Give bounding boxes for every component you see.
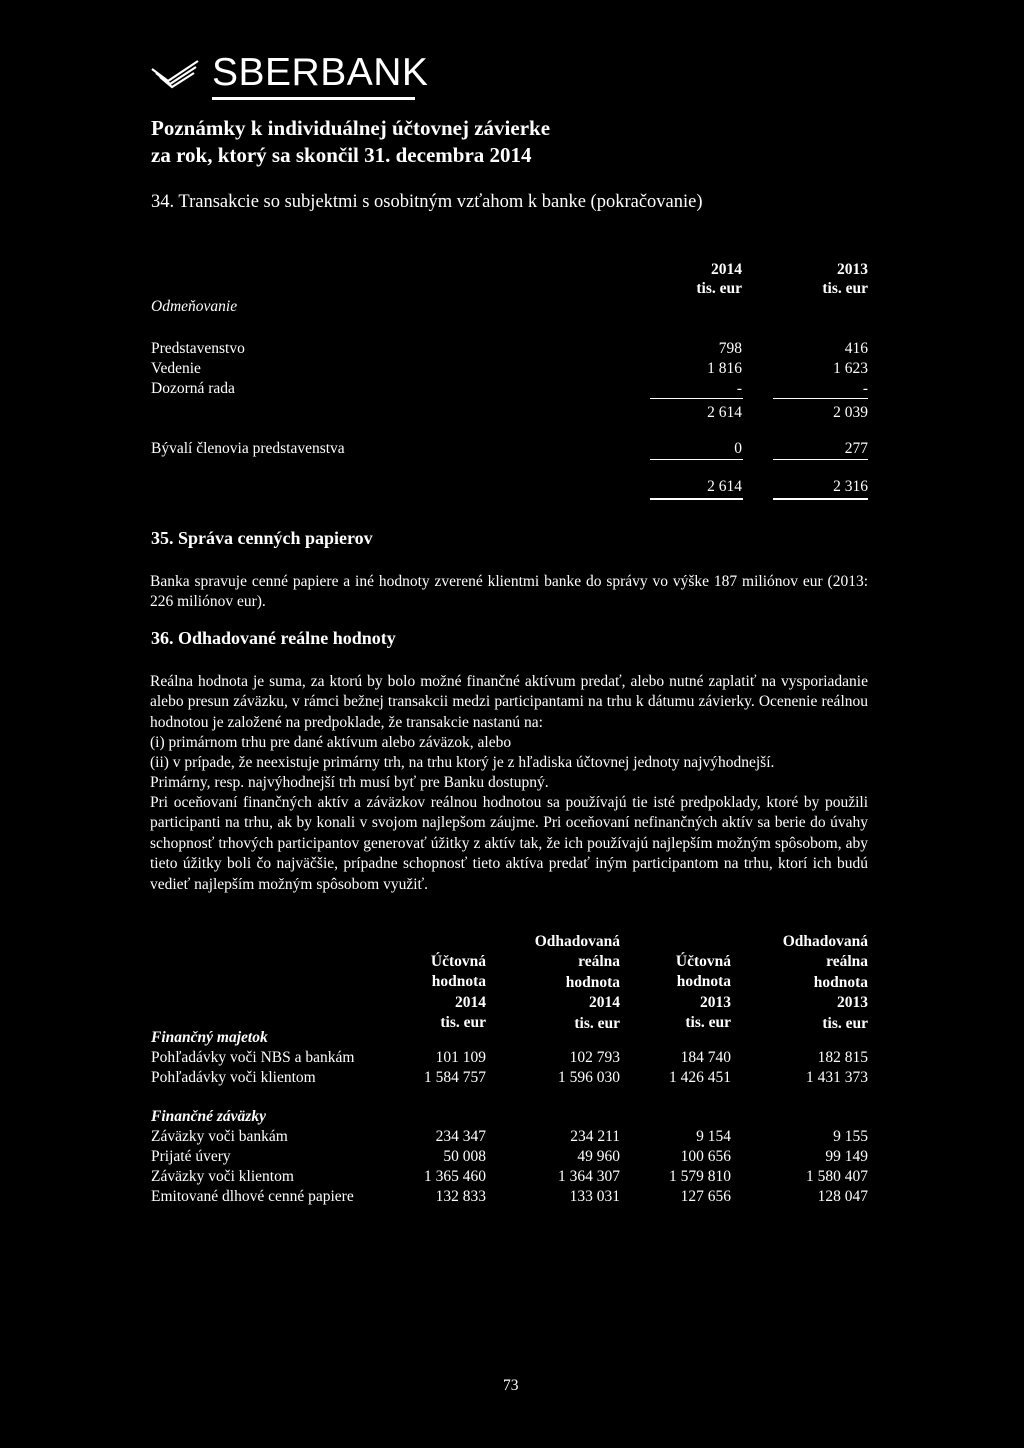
table-row-label: Záväzky voči klientom	[151, 1168, 294, 1185]
total-rule	[650, 459, 743, 460]
table-cell: 234 347	[435, 1128, 486, 1145]
fv-header-col3: Účtovná hodnota 2013 tis. eur	[675, 953, 731, 1032]
section-35-text: Banka spravuje cenné papiere a iné hodnoty zverené klientmi banke do správy vo výške 187 miliónov eur (2013: 226 miliónov eur).	[150, 573, 868, 611]
table-row-label: Pohľadávky voči NBS a bankám	[151, 1049, 355, 1066]
subtotal-2014: 2 614	[707, 404, 742, 421]
col-2014-unit: tis. eur	[696, 280, 742, 297]
section-36-item-i: (i) primárnom trhu pre dané aktívum alebo záväzok, alebo	[150, 734, 512, 751]
total-double-rule	[773, 498, 868, 500]
table-cell: 1 579 810	[669, 1168, 731, 1185]
table-cell: 1 365 460	[424, 1168, 486, 1185]
remuneration-label: Odmeňovanie	[151, 298, 238, 315]
table-cell: 182 815	[817, 1049, 868, 1066]
brand-name: SBERBANK	[212, 51, 429, 94]
section-35-title: 35. Správa cenných papierov	[151, 528, 373, 548]
row-value-2013: 1 623	[833, 360, 868, 377]
former-members-2014: 0	[734, 440, 742, 457]
former-members-2013: 277	[844, 440, 868, 457]
table-row-label: Prijaté úvery	[151, 1148, 231, 1165]
subtotal-rule	[650, 398, 743, 399]
table-row-label: Emitované dlhové cenné papiere	[151, 1188, 354, 1205]
section-36-item-ii: (ii) v prípade, že neexistuje primárny trh, na trhu ktorý je z hľadiska účtovnej jednoty najvýhodnejší.	[150, 754, 775, 771]
row-value-2014: -	[736, 380, 742, 397]
table-cell: 128 047	[817, 1188, 868, 1205]
col-2013-unit: tis. eur	[822, 280, 868, 297]
row-label: Predstavenstvo	[151, 340, 245, 357]
table-cell: 1 426 451	[669, 1069, 731, 1086]
row-value-2013: -	[862, 380, 868, 397]
table-cell: 133 031	[569, 1188, 620, 1205]
section-36-paragraph: Pri oceňovaní finančných aktív a záväzkov reálnou hodnotou sa používajú tie isté predpoklady, ktoré by použili participanti na trhu, ak by konali v svojom najlepšom záujme. Pri oceňovaní nefinančných aktív sa berie do úvahy schopnosť trhových participantov generovať úžitky z aktív tak, že ich používajú najlepším možným spôsobom, aby tieto úžitky boli čo najväčšie, prípadne schopnosť tieto aktíva predať iným participantom na trhu, ktorí ich budú vedieť najlepším možným spôsobom využiť.	[150, 794, 868, 893]
former-members-label: Bývalí členovia predstavenstva	[151, 440, 345, 457]
table-cell: 49 960	[577, 1148, 620, 1165]
table-cell: 1 364 307	[558, 1168, 620, 1185]
doc-title-line2: za rok, ktorý sa skončil 31. decembra 2014	[151, 143, 532, 167]
table-cell: 1 596 030	[558, 1069, 620, 1086]
table-cell: 184 740	[680, 1049, 731, 1066]
section-36-title: 36. Odhadované reálne hodnoty	[151, 628, 396, 648]
table-cell: 1 431 373	[806, 1069, 868, 1086]
table-cell: 50 008	[443, 1148, 486, 1165]
section-34-title: 34. Transakcie so subjektmi s osobitným vzťahom k banke (pokračovanie)	[151, 192, 703, 212]
fv-header-col2: Odhadovaná reálna hodnota 2014 tis. eur	[534, 933, 620, 1032]
fv-assets-title: Finančný majetok	[151, 1029, 268, 1046]
subtotal-2013: 2 039	[833, 404, 868, 421]
page-number: 73	[503, 1377, 519, 1394]
total-double-rule	[650, 498, 743, 500]
table-cell: 127 656	[680, 1188, 731, 1205]
col-2013-year: 2013	[837, 261, 868, 278]
table-cell: 101 109	[435, 1049, 486, 1066]
col-2014-year: 2014	[711, 261, 742, 278]
table-cell: 102 793	[569, 1049, 620, 1066]
section-36-paragraph: Primárny, resp. najvýhodnejší trh musí byť pre Banku dostupný.	[150, 774, 549, 791]
table-cell: 9 154	[696, 1128, 731, 1145]
sberbank-logo-icon	[150, 59, 202, 91]
table-cell: 132 833	[435, 1188, 486, 1205]
table-row-label: Pohľadávky voči klientom	[151, 1069, 316, 1086]
doc-title-line1: Poznámky k individuálnej účtovnej závierke	[151, 116, 551, 140]
total-rule	[773, 459, 868, 460]
total-2014: 2 614	[707, 478, 742, 495]
total-2013: 2 316	[833, 478, 868, 495]
subtotal-rule	[773, 398, 868, 399]
row-label: Dozorná rada	[151, 380, 235, 397]
fv-header-col4: Odhadovaná reálna hodnota 2013 tis. eur	[782, 933, 868, 1032]
row-value-2014: 798	[718, 340, 742, 357]
table-cell: 99 149	[825, 1148, 868, 1165]
section-36-paragraph: Reálna hodnota je suma, za ktorú by bolo možné finančné aktívum predať, alebo nutné zaplatiť na vysporiadanie alebo presun záväzku, v rámci bežnej transakcii medzi participantami na trhu k dátumu závierky. Ocenenie reálnou hodnotou je založené na predpoklade, že transakcie nastanú na:	[150, 673, 868, 731]
table-row-label: Záväzky voči bankám	[151, 1128, 288, 1145]
row-value-2013: 416	[844, 340, 868, 357]
fv-liabilities-title: Finančné záväzky	[151, 1108, 266, 1125]
row-value-2014: 1 816	[707, 360, 742, 377]
brand-underline	[212, 97, 415, 100]
bank-logo	[150, 51, 429, 103]
fv-header-col1: Účtovná hodnota 2014 tis. eur	[430, 953, 486, 1032]
row-label: Vedenie	[151, 360, 201, 377]
table-cell: 100 656	[680, 1148, 731, 1165]
table-cell: 234 211	[570, 1128, 620, 1145]
table-cell: 1 584 757	[424, 1069, 486, 1086]
table-cell: 1 580 407	[806, 1168, 868, 1185]
table-cell: 9 155	[833, 1128, 868, 1145]
